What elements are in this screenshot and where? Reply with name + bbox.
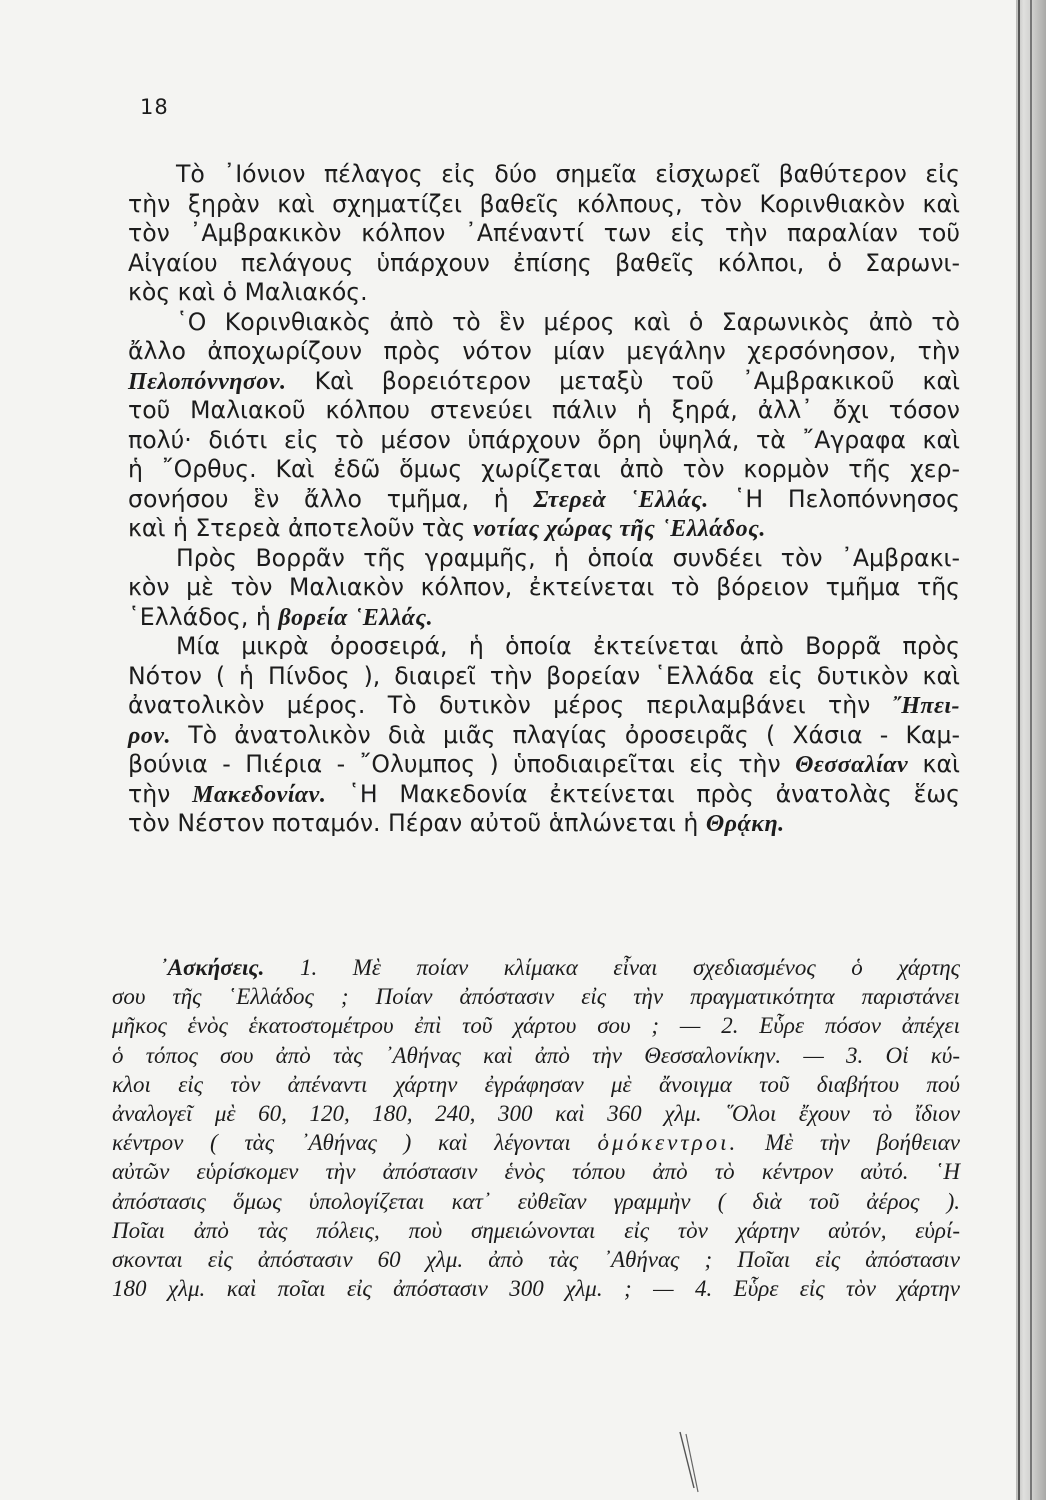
text-line: τὴν ξηρὰν καὶ σχηματίζει βαθεῖς κόλπους, τὸν Κορινθιακὸν καὶ [128, 189, 960, 218]
text-span: κέντρον ( τὰς ᾿Αθήνας ) καὶ λέγονται [112, 1130, 598, 1156]
text-span: καὶ [908, 750, 960, 778]
text-line: Νότον ( ἡ Πίνδος ), διαιρεῖ τὴν βορείαν ῾Ελλάδα εἰς δυτικὸν καὶ [128, 661, 960, 690]
text-line: Πρὸς Βορρᾶν τῆς γραμμῆς, ἡ ὁποία συνδέει τὸν ᾿Αμβρακι- [176, 543, 960, 572]
exercises-heading: ᾿Ασκήσεις. [160, 955, 265, 980]
text-line: μῆκος ἑνὸς ἑκατοστομέτρου ἐπὶ τοῦ χάρτου σου ; — 2. Εὗρε πόσον ἀπέχει [112, 1013, 960, 1039]
text-line: σου τῆς ῾Ελλάδος ; Ποίαν ἀπόστασιν εἰς τὴν πραγματικότητα παριστάνει [112, 984, 960, 1010]
text-line: τοῦ Μαλιακοῦ κόλπου στενεύει πάλιν ἡ ξηρά, ἀλλ᾿ ὄχι τόσον [128, 396, 960, 424]
text-line: αὐτῶν εὑρίσκομεν τὴν ἀπόστασιν ἑνὸς τόπου ἀπὸ τὸ κέντρον αὐτό. ῾Η [112, 1159, 960, 1185]
text-span: ἀνατολικὸν μέρος. Τὸ δυτικὸν μέρος περιλαμβάνει τὴν [128, 691, 893, 719]
text-line [128, 809, 960, 839]
term-omokentroi: ὁμόκεντροι. [597, 1130, 739, 1156]
exercises-section [112, 953, 960, 1303]
text-line [128, 485, 960, 515]
text-line: ἀπόστασις ὅμως ὑπολογίζεται κατ᾿ εὐθεῖαν γραμμὴν ( διὰ τοῦ ἀέρος ). [112, 1188, 960, 1214]
text-line: τὸν ᾿Αμβρακικὸν κόλπον ᾿Απέναντί των εἰς τὴν παραλίαν τοῦ [128, 219, 960, 247]
term-thrace: Θρᾴκη. [705, 811, 785, 837]
text-line [128, 691, 960, 721]
text-line: κλοι εἰς τὸν ἀπέναντι χάρτην ἐγράφησαν μὲ ἄνοιγμα τοῦ διαβήτου πού [112, 1071, 960, 1097]
text-span: ῾Η Μακεδονία ἐκτείνεται πρὸς ἀνατολὰς ἕως [326, 779, 960, 808]
paragraph-northern-greece [128, 544, 960, 633]
term-southern-greece: νοτίας χώρας τῆς ῾Ελλάδος. [473, 516, 766, 542]
text-span: βούνια - Πιέρια - ῎Ολυμπος ) ὑποδιαιρεῖται εἰς τὴν [128, 750, 796, 778]
text-line: Αἰγαίου πελάγους ὑπάρχουν ἐπίσης βαθεῖς κόλποι, ὁ Σαρωνι- [128, 248, 960, 277]
text-span: σονήσου ἓν ἄλλο τμῆμα, ἡ [128, 484, 534, 513]
main-text [128, 160, 960, 839]
text-span: Μὲ τὴν βοήθειαν [738, 1130, 960, 1156]
text-line [128, 721, 960, 751]
text-line: σκονται εἰς ἀπόστασιν 60 χλμ. ἀπὸ τὰς ᾿Αθήνας ; Ποῖαι εἰς ἀπόστασιν [112, 1246, 960, 1272]
text-line: πολύ· διότι εἰς τὸ μέσον ὑπάρχουν ὄρη ὑψηλά, τὰ ῎Αγραφα καὶ [128, 425, 960, 454]
text-line [128, 780, 960, 810]
page-number: 18 [140, 95, 169, 119]
page-edge-line [1030, 0, 1032, 1500]
text-line [112, 1128, 960, 1157]
text-line [112, 953, 960, 982]
text-line: ἄλλο ἀποχωρίζουν πρὸς νότον μίαν μεγάλην χερσόνησον, τὴν [128, 337, 960, 365]
text-line [128, 514, 960, 544]
text-line: ἡ ῎Ορθυς. Καὶ ἐδῶ ὅμως χωρίζεται ἀπὸ τὸν κορμὸν τῆς χερ- [128, 455, 960, 483]
text-line: 180 χλμ. καὶ ποῖαι εἰς ἀπόστασιν 300 χλμ. ; — 4. Εὗρε εἰς τὸν χάρτην [112, 1276, 960, 1302]
text-span: Τὸ ἀνατολικὸν διὰ μιᾶς πλαγίας ὀροσειρᾶς ( Χάσια - Καμ- [171, 720, 960, 749]
text-line: Ποῖαι ἀπὸ τὰς πόλεις, ποὺ σημειώνονται εἰς τὸν χάρτην αὐτόν, εὑρί- [112, 1217, 960, 1243]
paragraph-peloponnese [128, 308, 960, 544]
text-line [128, 367, 960, 397]
text-span: τὴν [128, 779, 193, 808]
text-span: τὸν Νέστον ποταμόν. Πέραν αὐτοῦ ἁπλώνεται ἡ [128, 809, 706, 837]
text-line: Τὸ ᾿Ιόνιον πέλαγος εἰς δύο σημεῖα εἰσχωρεῖ βαθύτερον εἰς [176, 160, 960, 188]
term-northern-greece: βορεία ῾Ελλάς. [278, 604, 434, 631]
text-line [128, 750, 960, 780]
term-sterea-ellas: Στερεὰ ῾Ελλάς. [533, 486, 709, 513]
term-thessaly: Θεσσαλίαν [795, 752, 909, 778]
text-line: ῾Ο Κορινθιακὸς ἀπὸ τὸ ἓν μέρος καὶ ὁ Σαρωνικὸς ἀπὸ τὸ [176, 307, 960, 336]
paragraph-gulfs [128, 160, 960, 308]
text-line [128, 603, 960, 633]
text-line: Μία μικρὰ ὀροσειρά, ἡ ὁποία ἐκτείνεται ἀπὸ Βορρᾶ πρὸς [176, 632, 960, 660]
paragraph-pindus [128, 632, 960, 839]
text-span: Καὶ βορειότερον μεταξὺ τοῦ ᾿Αμβρακικοῦ καὶ [286, 366, 960, 395]
text-span: καὶ ἡ Στερεὰ ἀποτελοῦν τὰς [128, 514, 474, 542]
term-epirus-cont: ρον. [128, 722, 172, 749]
text-line: κὸς καὶ ὁ Μαλιακός. [128, 278, 368, 306]
term-peloponnisos: Πελοπόννησον. [128, 368, 287, 395]
text-span: ῾Ελλάδος, ἡ [128, 602, 279, 631]
page-edge-line [1018, 0, 1020, 1500]
text-span: 1. Μὲ ποίαν κλίμακα εἶναι σχεδιασμένος ὁ χάρτης [264, 955, 960, 980]
text-line: ἀναλογεῖ μὲ 60, 120, 180, 240, 300 καὶ 360 χλμ. ῞Ολοι ἔχουν τὸ ἴδιον [112, 1100, 960, 1126]
text-span: ῾Η Πελοπόννησος [708, 484, 960, 513]
text-line: κὸν μὲ τὸν Μαλιακὸν κόλπον, ἐκτείνεται τὸ βόρειον τμῆμα τῆς [128, 573, 960, 601]
term-epirus: ῎Ηπει- [892, 693, 960, 719]
pencil-mark [660, 1430, 750, 1500]
text-line: ὁ τόπος σου ἀπὸ τὰς ᾿Αθήνας καὶ ἀπὸ τὴν Θεσσαλονίκην. — 3. Οἱ κύ- [112, 1042, 960, 1068]
term-macedonia: Μακεδονίαν. [192, 781, 327, 808]
